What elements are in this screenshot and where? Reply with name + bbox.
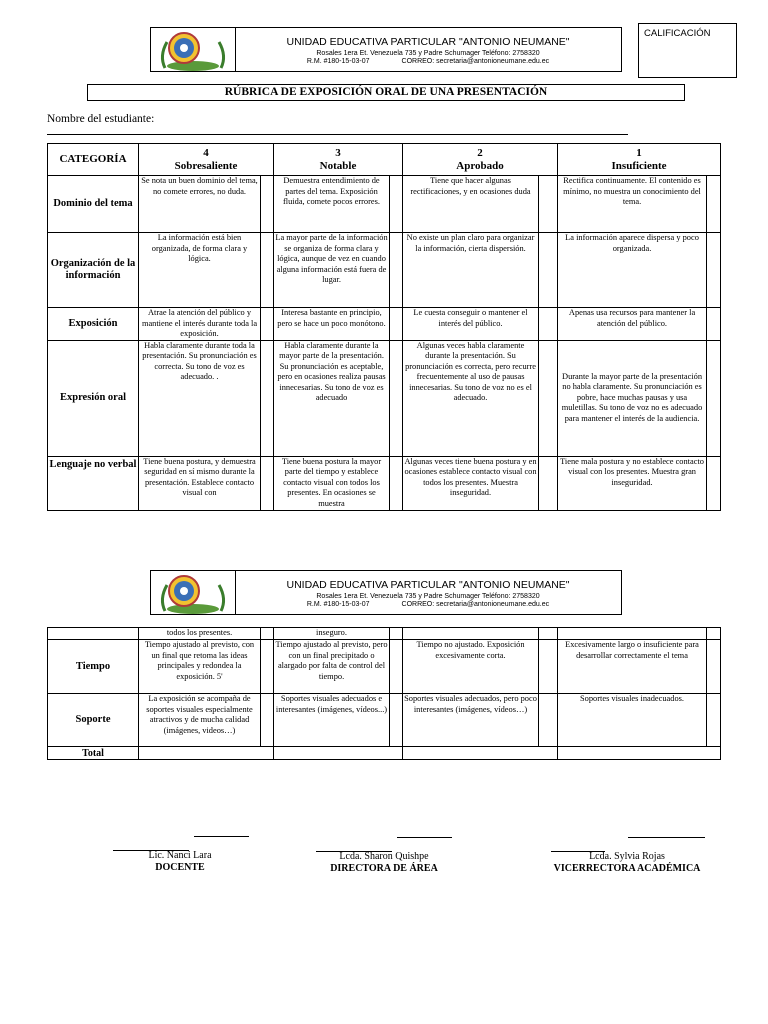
descriptor-cell: Durante la mayor parte de la presentación no habla claramente. Su pronunciación es pobre, hace muchas pausas y usa muletillas. Su tono de voz no es adecuado para mantener el interés de la audiencia. (558, 340, 707, 456)
score-cell[interactable] (707, 694, 721, 747)
table-row (48, 628, 721, 640)
score-cell[interactable] (261, 176, 274, 233)
score-cell[interactable] (539, 233, 558, 308)
signature-docente (110, 850, 250, 874)
score-cell[interactable] (539, 308, 558, 341)
score-cell[interactable] (390, 456, 403, 510)
score-cell[interactable] (539, 628, 558, 640)
total-cell[interactable] (274, 747, 403, 760)
signature-line (194, 836, 249, 837)
descriptor-cell: Habla claramente durante la mayor parte de la presentación. Su pronunciación es aceptable, pero en ocasiones realiza pausas innecesarias. Su tono de voz es adecuado (274, 340, 390, 456)
score-cell[interactable] (261, 233, 274, 308)
total-cell[interactable] (139, 747, 274, 760)
school-header (150, 27, 622, 72)
table-row (48, 640, 721, 694)
rubric-table-2 (47, 627, 721, 760)
rubric-table-1 (47, 143, 721, 511)
category-cell: Lenguaje no verbal (48, 456, 139, 510)
score-cell[interactable] (390, 176, 403, 233)
signature-directora (305, 851, 463, 875)
descriptor-cell: Tiene buena postura la mayor parte del tiempo y establece contacto visual con todos los presentes. En ocasiones se muestra (274, 456, 390, 510)
signer-name: Lcda. Sharon Quishpe (339, 851, 429, 862)
school-logo (151, 28, 236, 71)
total-label: Total (48, 747, 139, 760)
score-cell[interactable] (707, 340, 721, 456)
school-address: Rosales 1era Et. Venezuela 735 y Padre Schumager Teléfono: 2758320 (316, 593, 540, 600)
descriptor-cell: Demuestra entendimiento de partes del tema. Exposición fluida, comete pocos errores. (274, 176, 390, 233)
descriptor-cell: Interesa bastante en principio, pero se hace un poco monótono. (274, 308, 390, 341)
level-header-1: 1 Insuficiente (558, 144, 721, 176)
score-cell[interactable] (539, 694, 558, 747)
score-cell[interactable] (261, 640, 274, 694)
descriptor-cell: La información está bien organizada, de forma clara y lógica. (139, 233, 261, 308)
descriptor-cell: Apenas usa recursos para mantener la atención del público. (558, 308, 707, 341)
school-rm: R.M. #180-15-03-07 (306, 601, 370, 608)
table-row (48, 308, 721, 341)
total-cell[interactable] (403, 747, 558, 760)
category-header: CATEGORÍA (48, 144, 139, 176)
signature-vicerrectora (547, 851, 707, 875)
category-cell: Dominio del tema (48, 176, 139, 233)
descriptor-cell: Algunas veces habla claramente durante la presentación. Su pronunciación es correcta, pero recurre frecuentemente al uso de pausas innecesarias. Su tono de voz no es el adecuado. (403, 340, 539, 456)
descriptor-cell: Tiene buena postura, y demuestra seguridad en sí mismo durante la presentación. Establece contacto visual con (139, 456, 261, 510)
signature-line (397, 837, 452, 838)
descriptor-cell: Soportes visuales adecuados e interesantes (imágenes, vídeos...) (274, 694, 390, 747)
descriptor-cell: Se nota un buen dominio del tema, no comete errores, no duda. (139, 176, 261, 233)
score-cell[interactable] (539, 340, 558, 456)
school-header-page2 (150, 570, 622, 615)
descriptor-cell: Tiempo ajustado al previsto, con un final que retoma las ideas principales y redondea la exposición. 5' (139, 640, 261, 694)
table-row (48, 340, 721, 456)
signer-role: DOCENTE (155, 862, 205, 873)
signer-name: Lcda. Sylvia Rojas (589, 851, 665, 862)
score-cell[interactable] (707, 308, 721, 341)
signature-line (628, 837, 705, 838)
score-cell[interactable] (390, 308, 403, 341)
descriptor-cell: Soportes visuales inadecuados. (558, 694, 707, 747)
score-cell[interactable] (390, 340, 403, 456)
score-cell[interactable] (261, 456, 274, 510)
category-cell: Organización de la información (48, 233, 139, 308)
score-cell[interactable] (261, 340, 274, 456)
descriptor-cell: Le cuesta conseguir o mantener el interés del público. (403, 308, 539, 341)
score-cell[interactable] (390, 640, 403, 694)
table-row (48, 233, 721, 308)
rubric-title: RÚBRICA DE EXPOSICIÓN ORAL DE UNA PRESENTACIÓN (87, 84, 685, 101)
score-cell[interactable] (390, 694, 403, 747)
descriptor-cell (403, 628, 539, 640)
score-cell[interactable] (539, 176, 558, 233)
calificacion-box (638, 23, 737, 78)
score-cell[interactable] (539, 640, 558, 694)
table-row (48, 176, 721, 233)
signer-name: Lic. Nanci Lara (148, 850, 212, 861)
descriptor-cell: Tiene mala postura y no establece contacto visual con los presentes. Muestra gran inseguridad. (558, 456, 707, 510)
category-cell: Tiempo (48, 640, 139, 694)
category-cell: Soporte (48, 694, 139, 747)
level-header-2: 2 Aprobado (403, 144, 558, 176)
school-address: Rosales 1era Et. Venezuela 735 y Padre Schumager Teléfono: 2758320 (316, 50, 540, 57)
score-cell[interactable] (261, 308, 274, 341)
total-cell[interactable] (558, 747, 721, 760)
descriptor-cell: La exposición se acompaña de soportes visuales especialmente atractivos y de mucha calidad (imágenes, videos…) (139, 694, 261, 747)
calificacion-label: CALIFICACIÓN (644, 28, 711, 39)
score-cell[interactable] (707, 233, 721, 308)
school-name: UNIDAD EDUCATIVA PARTICULAR "ANTONIO NEUMANE" (286, 36, 570, 48)
score-cell[interactable] (539, 456, 558, 510)
school-email: CORREO: secretaria@antonioneumane.edu.ec (401, 58, 550, 65)
signer-role: VICERRECTORA ACADÉMICA (553, 863, 701, 874)
descriptor-cell: Excesivamente largo o insuficiente para desarrollar correctamente el tema (558, 640, 707, 694)
school-name: UNIDAD EDUCATIVA PARTICULAR "ANTONIO NEUMANE" (286, 579, 570, 591)
student-name-line[interactable] (47, 134, 628, 135)
score-cell[interactable] (707, 628, 721, 640)
descriptor-cell: Tiene que hacer algunas rectificaciones, y en ocasiones duda (403, 176, 539, 233)
descriptor-cell: inseguro. (274, 628, 390, 640)
table-row (48, 456, 721, 510)
descriptor-cell: La información aparece dispersa y poco organizada. (558, 233, 707, 308)
descriptor-cell: Habla claramente durante toda la presentación. Su pronunciación es correcta. Su tono de voz es adecuado. . (139, 340, 261, 456)
score-cell[interactable] (390, 233, 403, 308)
score-cell[interactable] (261, 628, 274, 640)
level-header-4: 4 Sobresaliente (139, 144, 274, 176)
descriptor-cell: No existe un plan claro para organizar la información, cierta dispersión. (403, 233, 539, 308)
descriptor-cell: Soportes visuales adecuados, pero poco interesantes (imágenes, vídeos…) (403, 694, 539, 747)
school-email: CORREO: secretaria@antonioneumane.edu.ec (401, 601, 550, 608)
descriptor-cell: Rectifica continuamente. El contenido es mínimo, no muestra un conocimiento del tema. (558, 176, 707, 233)
school-crest-icon (151, 571, 235, 616)
level-header-3: 3 Notable (274, 144, 403, 176)
score-cell[interactable] (390, 628, 403, 640)
descriptor-cell (558, 628, 707, 640)
table-row (48, 694, 721, 747)
descriptor-cell: Tiempo no ajustado. Exposición excesivamente corta. (403, 640, 539, 694)
descriptor-cell: todos los presentes. (139, 628, 261, 640)
descriptor-cell: Algunas veces tiene buena postura y en ocasiones establece contacto visual con todos los presentes. Muestra inseguridad. (403, 456, 539, 510)
signer-role: DIRECTORA DE ÁREA (330, 863, 438, 874)
score-cell[interactable] (707, 176, 721, 233)
score-cell[interactable] (707, 640, 721, 694)
category-cell: Exposición (48, 308, 139, 341)
descriptor-cell: Tiempo ajustado al previsto, pero con un final precipitado o alargado por falta de control del tiempo. (274, 640, 390, 694)
student-name-label: Nombre del estudiante: (47, 113, 155, 125)
category-cell (48, 628, 139, 640)
school-rm: R.M. #180-15-03-07 (306, 58, 370, 65)
table-row-total (48, 747, 721, 760)
category-cell: Expresión oral (48, 340, 139, 456)
descriptor-cell: Atrae la atención del público y mantiene el interés durante toda la exposición. (139, 308, 261, 341)
descriptor-cell: La mayor parte de la información se organiza de forma clara y lógica, aunque de vez en cuando alguna información está fuera de lugar. (274, 233, 390, 308)
school-crest-icon (151, 28, 235, 73)
score-cell[interactable] (261, 694, 274, 747)
school-logo (151, 571, 236, 614)
score-cell[interactable] (707, 456, 721, 510)
